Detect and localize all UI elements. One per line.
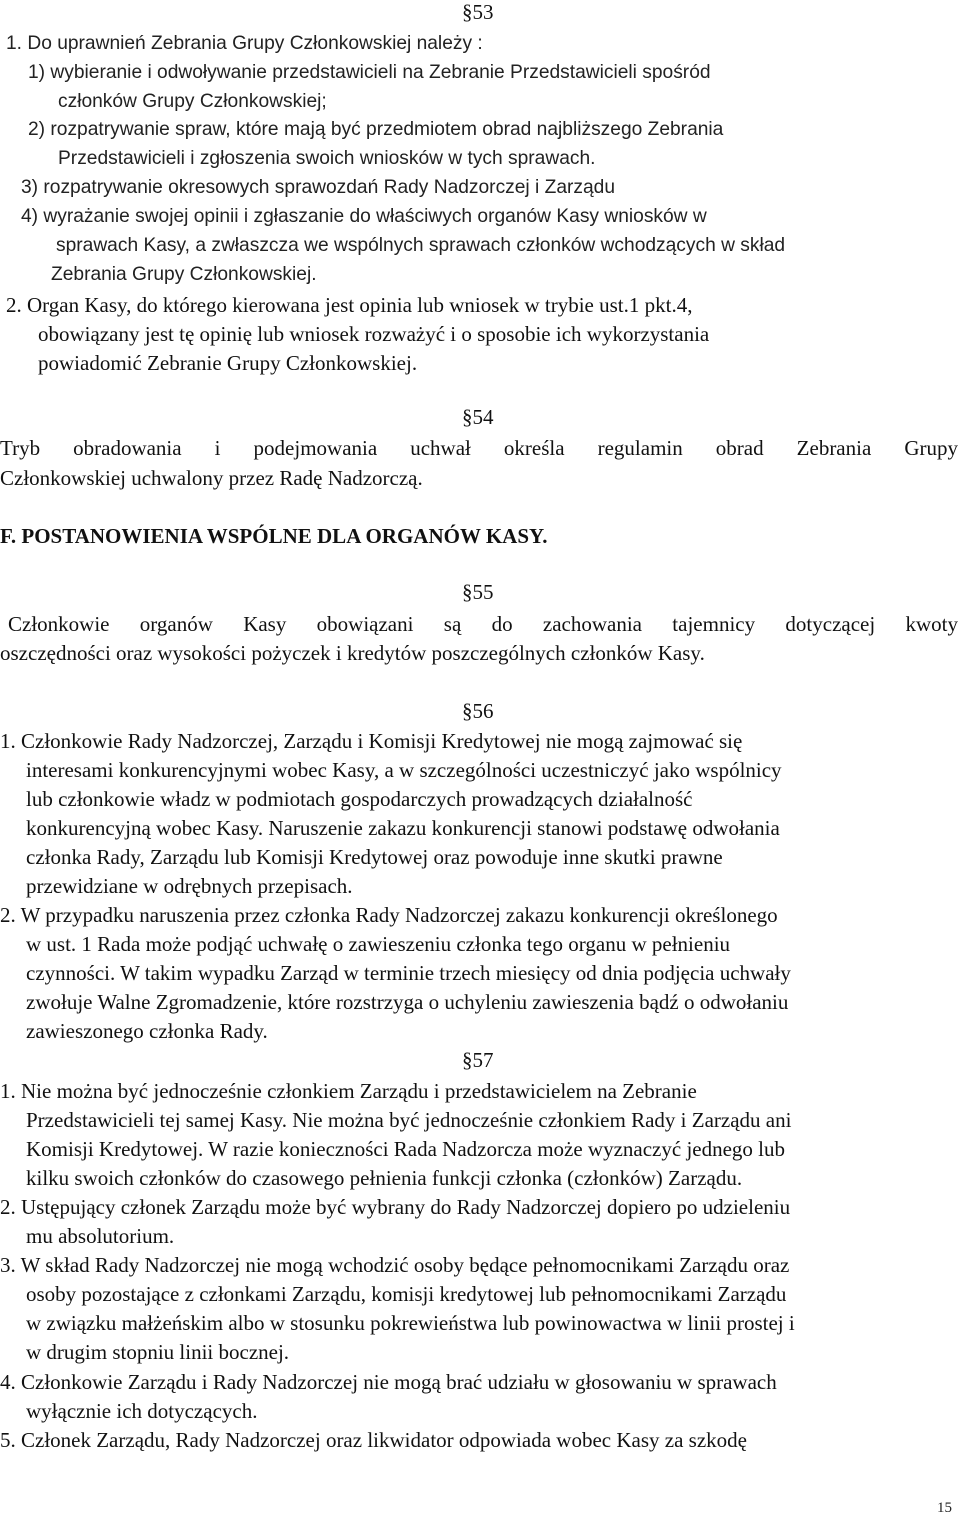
page-number: 15 [937,1500,952,1516]
section-54-line-2: Członkowskiej uchwalony przez Radę Nadzorczą. [0,466,423,490]
section-53-heading: §53 [462,0,494,24]
section-53-item-2-line-2: obowiązany jest tę opinię lub wniosek rozważyć i o sposobie ich wykorzystania [38,322,710,346]
section-53-sub-2-line-2: Przedstawicieli i zgłoszenia swoich wniosków w tych sprawach. [58,148,596,169]
section-56-p2-line-3: czynności. W takim wypadku Zarząd w terminie trzech miesięcy od dnia podjęcia uchwały [26,961,791,985]
section-56-heading: §56 [462,699,494,723]
section-53-sub-1-line-1: 1) wybieranie i odwoływanie przedstawicieli na Zebranie Przedstawicieli spośród [28,62,711,83]
section-57-p3-line-2: osoby pozostające z członkami Zarządu, komisji kredytowej lub pełnomocnikami Zarządu [26,1282,787,1306]
section-55-heading: §55 [462,580,494,604]
section-53-sub-2-line-1: 2) rozpatrywanie spraw, które mają być przedmiotem obrad najbliższego Zebrania [28,119,724,140]
section-56-p2-line-5: zawieszonego członka Rady. [26,1019,268,1043]
section-56-p1-line-2: interesami konkurencyjnymi wobec Kasy, a w szczególności uczestniczyć jako wspólnicy [26,758,782,782]
section-54-line-1: Tryb obradowania i podejmowania uchwał określa regulamin obrad Zebrania Grupy [0,436,958,460]
section-54-heading: §54 [462,405,494,429]
section-53-sub-4-line-3: Zebrania Grupy Członkowskiej. [51,264,317,285]
section-57-p3-line-4: w drugim stopniu linii bocznej. [26,1340,290,1364]
section-53-item-1: 1. Do uprawnień Zebrania Grupy Członkowskiej należy : [6,33,483,54]
section-57-p4-line-2: wyłącznie ich dotyczących. [26,1399,258,1423]
section-57-p2-line-2: mu absolutorium. [26,1224,175,1248]
section-57-p3-line-3: w związku małżeńskim albo w stosunku pokrewieństwa lub powinowactwa w linii prostej i [26,1311,795,1335]
chapter-f-title: F. POSTANOWIENIA WSPÓLNE DLA ORGANÓW KASY. [0,524,548,548]
section-56-p1-line-4: konkurencyjną wobec Kasy. Naruszenie zakazu konkurencji stanowi podstawę odwołania [26,816,780,840]
section-57-p1-line-2: Przedstawicieli tej samej Kasy. Nie można być jednocześnie członkiem Rady i Zarządu ani [26,1108,792,1132]
section-56-p1-line-6: przewidziane w odrębnych przepisach. [26,874,353,898]
section-53-sub-3: 3) rozpatrywanie okresowych sprawozdań Rady Nadzorczej i Zarządu [21,177,616,198]
section-56-p1-line-3: lub członkowie władz w podmiotach gospodarczych prowadzących działalność [26,787,693,811]
section-57-p1-line-4: kilku swoich członków do czasowego pełnienia funkcji członka (członków) Zarządu. [26,1166,743,1190]
section-57-p4-line-1: 4. Członkowie Zarządu i Rady Nadzorczej nie mogą brać udziału w głosowaniu w sprawach [0,1370,777,1394]
section-53-item-2-line-1: 2. Organ Kasy, do którego kierowana jest opinia lub wniosek w trybie ust.1 pkt.4, [6,293,693,317]
section-57-p1-line-1: 1. Nie można być jednocześnie członkiem Zarządu i przedstawicielem na Zebranie [0,1079,697,1103]
section-56-p1-line-1: 1. Członkowie Rady Nadzorczej, Zarządu i Komisji Kredytowej nie mogą zajmować się [0,729,743,753]
section-57-heading: §57 [462,1048,494,1072]
section-55-line-2: oszczędności oraz wysokości pożyczek i kredytów poszczególnych członków Kasy. [0,641,705,665]
section-56-p2-line-1: 2. W przypadku naruszenia przez członka Rady Nadzorczej zakazu konkurencji określonego [0,903,778,927]
section-56-p2-line-4: zwołuje Walne Zgromadzenie, które rozstrzyga o uchyleniu zawieszenia bądź o odwołaniu [26,990,789,1014]
section-57-p2-line-1: 2. Ustępujący członek Zarządu może być wybrany do Rady Nadzorczej dopiero po udzieleniu [0,1195,791,1219]
section-53-item-2-line-3: powiadomić Zebranie Grupy Członkowskiej. [38,351,418,375]
section-56-p2-line-2: w ust. 1 Rada może podjąć uchwałę o zawieszeniu członka tego organu w pełnieniu [26,932,731,956]
section-53-sub-1-line-2: członków Grupy Członkowskiej; [58,91,327,112]
section-53-sub-4-line-1: 4) wyrażanie swojej opinii i zgłaszanie do właściwych organów Kasy wniosków w [21,206,707,227]
section-57-p3-line-1: 3. W skład Rady Nadzorczej nie mogą wchodzić osoby będące pełnomocnikami Zarządu oraz [0,1253,790,1277]
section-56-p1-line-5: członka Rady, Zarządu lub Komisji Kredytowej oraz powoduje inne skutki prawne [26,845,723,869]
section-53-sub-4-line-2: sprawach Kasy, a zwłaszcza we wspólnych sprawach członków wchodzących w skład [56,235,786,256]
section-57-p5-line-1: 5. Członek Zarządu, Rady Nadzorczej oraz likwidator odpowiada wobec Kasy za szkodę [0,1428,747,1452]
section-55-line-1: Członkowie organów Kasy obowiązani są do zachowania tajemnicy dotyczącej kwoty [8,612,958,636]
section-57-p1-line-3: Komisji Kredytowej. W razie konieczności Rada Nadzorcza może wyznaczyć jednego lub [26,1137,786,1161]
